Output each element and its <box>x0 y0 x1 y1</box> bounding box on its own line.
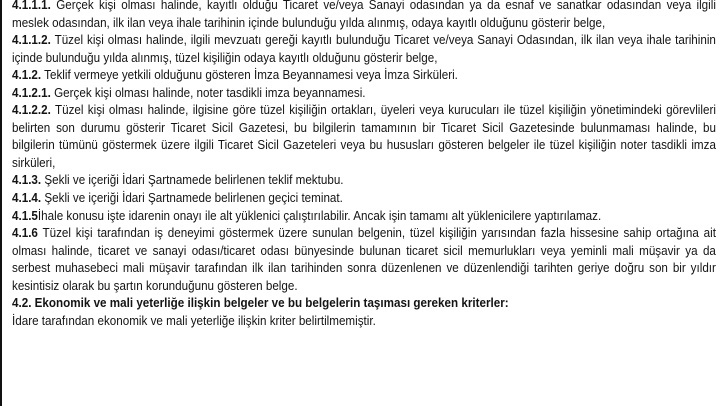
paragraph-4-1-2 <box>12 67 716 85</box>
paragraph-4-1-6 <box>12 225 716 295</box>
paragraph-4-1-2-2 <box>12 102 716 172</box>
paragraph-number: 4.1.1.2. <box>12 33 51 48</box>
paragraph-text: Şekli ve içeriği İdari Şartnamede belirlenen geçici teminat. <box>41 191 343 206</box>
paragraph-4-1-3 <box>12 172 716 190</box>
paragraph-number: 4.1.1.1. <box>12 0 51 12</box>
paragraph-text: Tüzel kişi olması halinde, ilgisine göre tüzel kişiliğin ortakları, üyeleri veya kurucuları ile tüzel kişiliğin yönetimindeki görevlileri belirten son durumu gösterir Ticaret Sicil Gazetesi, bu bilgilerin tamamının bir Ticaret Sicil Gazetesinde bulunmaması halinde, bu bilgilerin tümünü göstermek üzere ilgili Ticaret Sicil Gazeteleri veya bu hususları gösteren belgeler ile tüzel kişiliğin noter tasdikli imza sirküleri, <box>12 103 716 170</box>
paragraph-number: 4.1.3. <box>12 173 42 188</box>
paragraph-number: 4.1.5 <box>12 208 38 223</box>
paragraph-4-1-5 <box>12 208 716 226</box>
paragraph-number: 4.1.2. <box>12 68 42 83</box>
paragraph-4-1-1-2 <box>12 32 716 67</box>
paragraph-text: Şekli ve içeriği İdari Şartnamede belirlenen teklif mektubu. <box>41 173 344 188</box>
paragraph-4-1-2-1 <box>12 85 716 103</box>
paragraph-text: Gerçek kişi olması halinde, noter tasdikli imza beyannamesi. <box>50 85 366 100</box>
section-body-4-2: İdare tarafından ekonomik ve mali yeterliğe ilişkin kriter belirtilmemiştir. <box>12 313 376 328</box>
document-body <box>12 0 716 330</box>
paragraph-text: Tüzel kişi olması halinde, ilgili mevzuatı gereği kayıtlı bulunduğu Ticaret ve/veya Sanayi Odasından, ilk ilan veya ihale tarihinin içinde bulunduğu yılda alınmış, tüzel kişiliğin odaya kayıtlı olduğunu gösterir belge, <box>12 33 716 65</box>
paragraph-4-1-1-1 <box>12 0 716 32</box>
paragraph-number: 4.1.4. <box>12 191 42 206</box>
paragraph-text: Gerçek kişi olması halinde, kayıtlı olduğu Ticaret ve/veya Sanayi odasından ya da esnaf ve sanatkar odasından veya ilgili meslek odasından, ilk ilan veya ihale tarihinin içinde bulunduğu yılda alınmış, odaya kayıtlı olduğunu gösterir belge, <box>12 0 716 30</box>
paragraph-number: 4.1.2.1. <box>12 85 51 100</box>
paragraph-text: Teklif vermeye yetkili olduğunu gösteren İmza Beyannamesi veya İmza Sirküleri. <box>41 68 458 83</box>
section-heading-4-2: 4.2. Ekonomik ve mali yeterliğe ilişkin belgeler ve bu belgelerin taşıması gereken kriterler: <box>12 296 509 311</box>
paragraph-number: 4.1.2.2. <box>12 103 51 118</box>
paragraph-text: İhale konusu işte idarenin onayı ile alt yüklenici çalıştırılabilir. Ancak işin tamamı alt yüklenicilere yaptırılamaz. <box>37 208 602 223</box>
paragraph-4-1-4 <box>12 190 716 208</box>
paragraph-number: 4.1.6 <box>12 226 38 241</box>
paragraph-text: Tüzel kişi tarafından iş deneyimi göstermek üzere sunulan belgenin, tüzel kişiliğin yarısından fazla hissesine sahip ortağına ait olması halinde, ticaret ve sanayi odası/ticaret odası bünyesinde bulunan ticaret sicil memurlukları veya yeminli mali müşavir ya da serbest muhasebeci mali müşavir tarafından ilk ilan tarihinden sonra düzenlenen ve düzenlendiği tarihten geriye doğru son bir yıldır kesintisiz olarak bu şartın korunduğunu gösteren belge. <box>12 226 716 293</box>
